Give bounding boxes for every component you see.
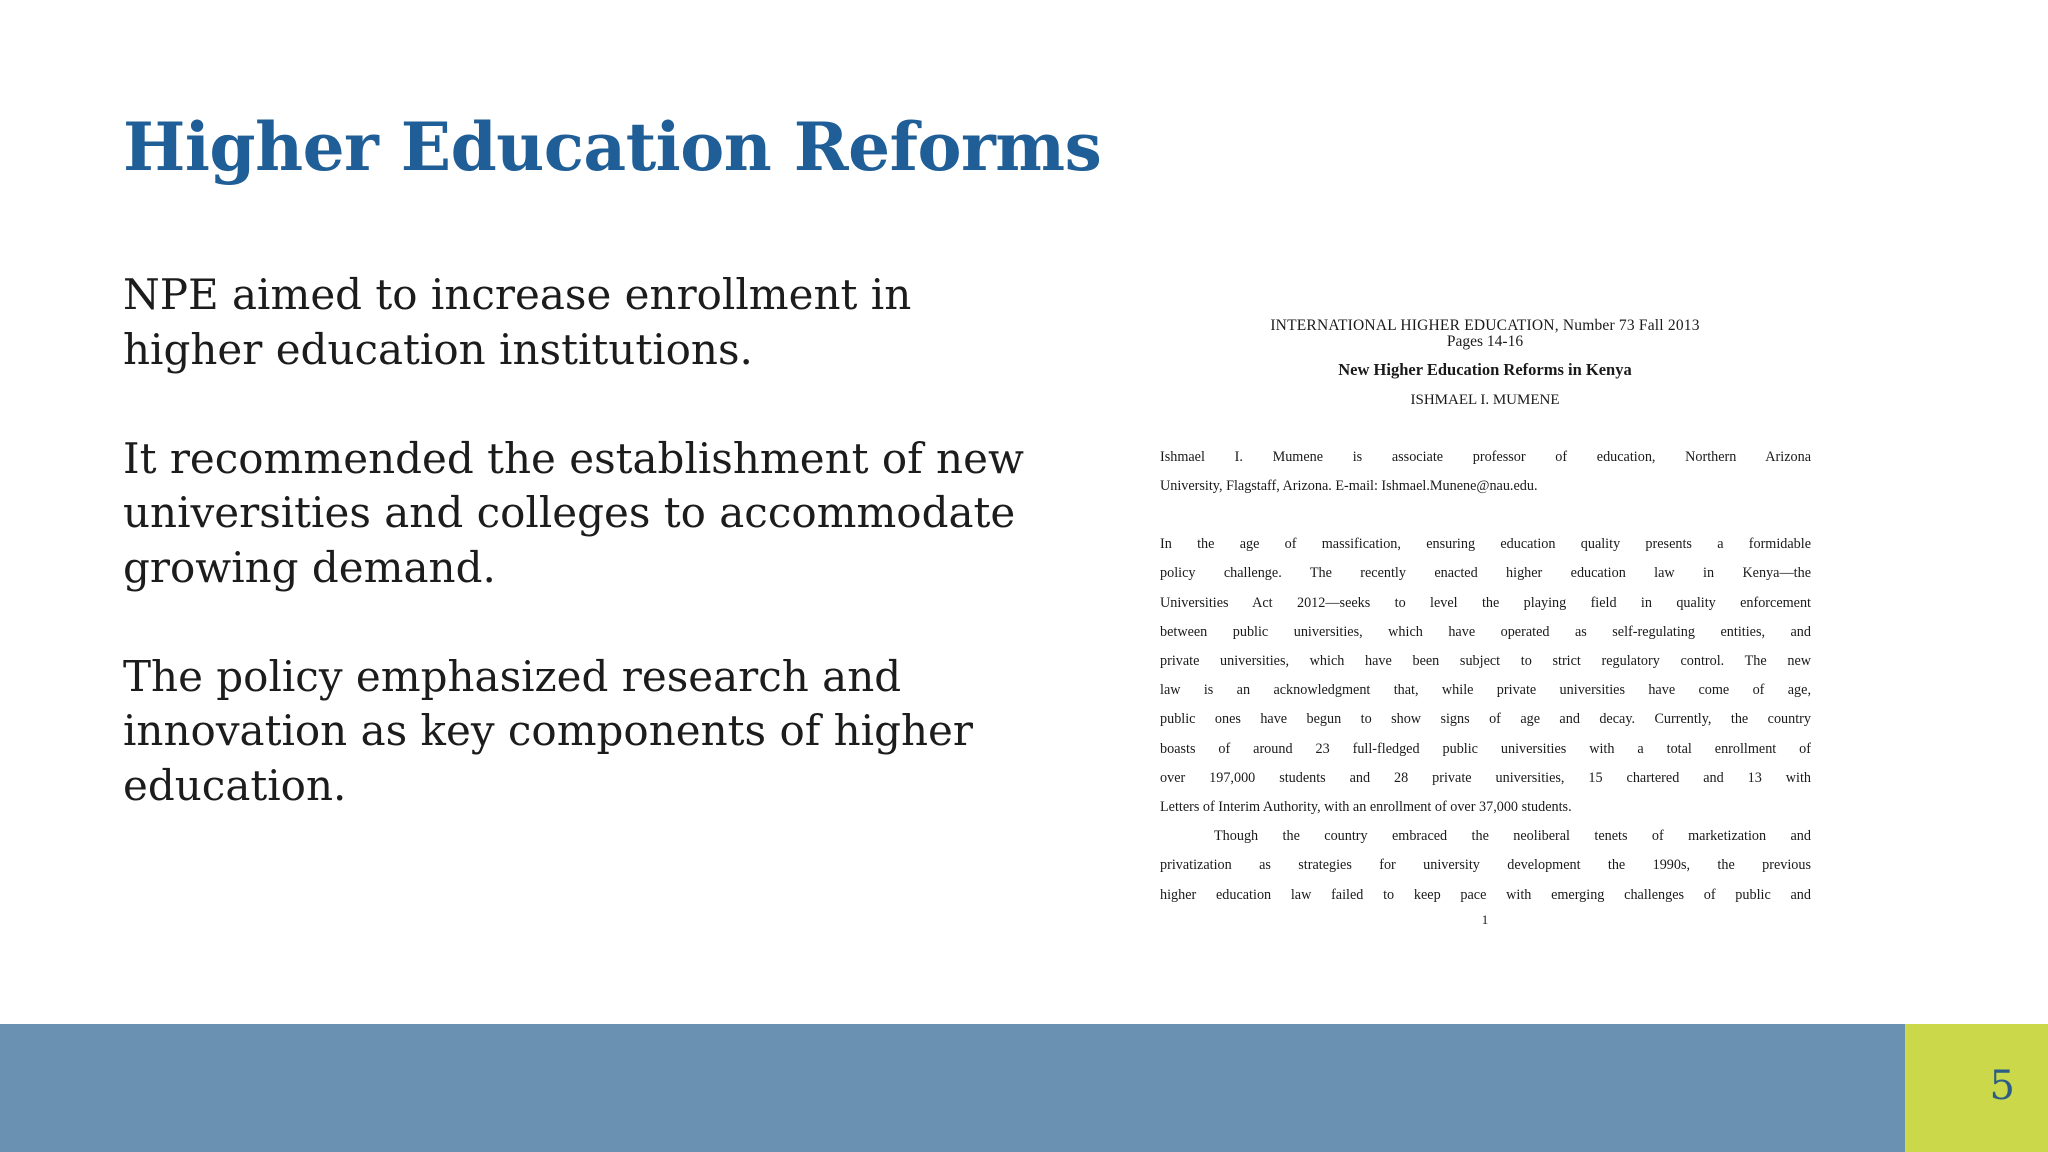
body-paragraph: The policy emphasized research and innovation as key components of higher education. [123,651,973,810]
paper-body-line: public ones have begun to show signs of age and decay. Currently, the country [1160,711,1811,727]
body-paragraph: It recommended the establishment of new universities and colleges to accommodate growing demand. [123,433,1024,592]
paper-body-line: policy challenge. The recently enacted higher education law in Kenya—the [1160,565,1811,581]
paper-journal-line: INTERNATIONAL HIGHER EDUCATION, Number 73 Fall 2013 [1270,317,1700,334]
paper-body-line: Though the country embraced the neoliberal tenets of marketization and [1214,828,1811,844]
paper-body-line: In the age of massification, ensuring education quality presents a formidable [1160,536,1811,552]
slide-body [123,268,1053,813]
paper-body-line: privatization as strategies for university development the 1990s, the previous [1160,857,1811,873]
paper-body-line: law is an acknowledgment that, while private universities have come of age, [1160,682,1811,698]
paper-body-line: private universities, which have been subject to strict regulatory control. The new [1160,653,1811,669]
page-number-box [1905,1024,2048,1152]
slide-title: Higher Education Reforms [123,108,1102,186]
paper-body-line: over 197,000 students and 28 private universities, 15 chartered and 13 with [1160,770,1811,786]
paper-excerpt-image [1150,312,1820,932]
page-number: 5 [1989,1063,2015,1109]
paper-pages-line: Pages 14-16 [1446,333,1524,350]
paper-title: New Higher Education Reforms in Kenya [1338,360,1632,379]
footer-bar [0,1024,1905,1152]
body-paragraph: NPE aimed to increase enrollment in higher education institutions. [123,270,912,374]
paper-body-line: between public universities, which have operated as self-regulating entities, and [1160,624,1811,640]
paper-bio-line: Ishmael I. Mumene is associate professor of education, Northern Arizona [1160,449,1811,465]
paper-body-line: Letters of Interim Authority, with an enrollment of over 37,000 students. [1160,799,1572,815]
paper-body-line: Universities Act 2012—seeks to level the playing field in quality enforcement [1160,595,1811,611]
paper-author: ISHMAEL I. MUMENE [1410,392,1560,408]
paper-body-line: boasts of around 23 full-fledged public universities with a total enrollment of [1160,741,1811,757]
paper-page-number: 1 [1481,912,1489,927]
paper-bio-line: University, Flagstaff, Arizona. E-mail: Ishmael.Munene@nau.edu. [1160,478,1538,494]
paper-body-line: higher education law failed to keep pace with emerging challenges of public and [1160,887,1811,903]
